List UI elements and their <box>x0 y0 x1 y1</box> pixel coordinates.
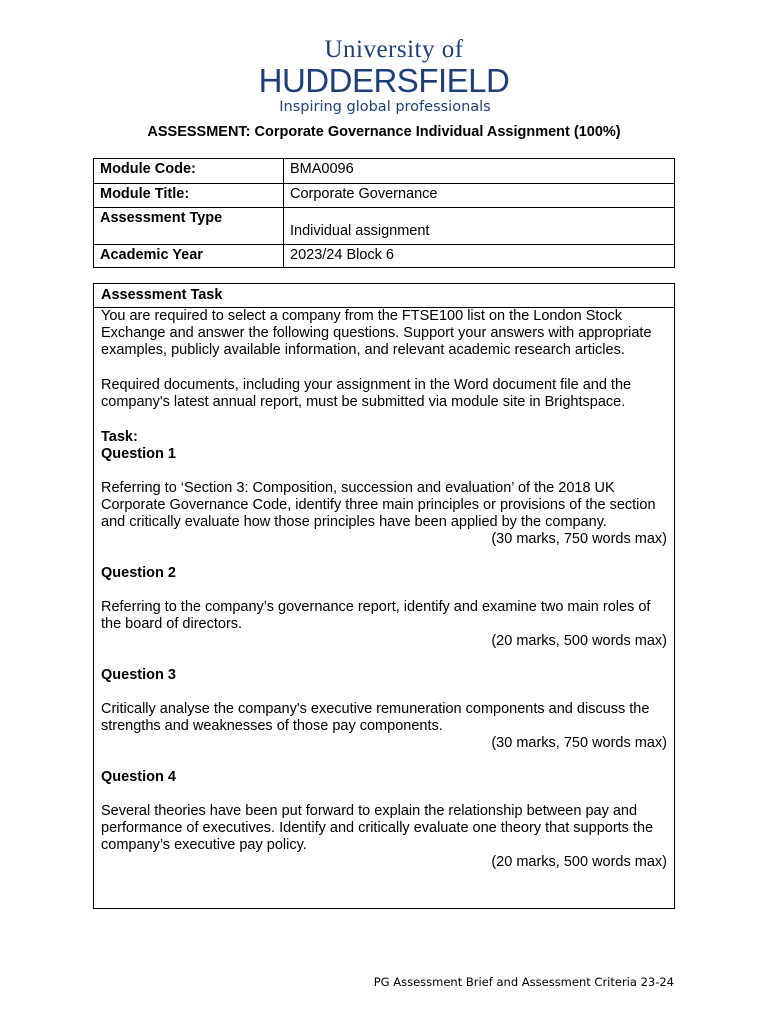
question-2-label: Question 2 <box>101 565 176 581</box>
module-info-table <box>93 158 675 268</box>
logo-huddersfield: HUDDERSFIELD <box>258 62 510 99</box>
module-title-label: Module Title: <box>94 184 284 208</box>
task-intro: You are required to select a company from the FTSE100 list on the London Stock Exchange and answer the following questions. Support your answers with appropriate examples, publicly available information, and relevant academic research articles. <box>101 308 652 358</box>
question-3-marks: (30 marks, 750 words max) <box>491 735 667 751</box>
academic-year-value: 2023/24 Block 6 <box>284 245 675 268</box>
logo-tagline: Inspiring global professionals <box>279 99 491 115</box>
table-row <box>94 208 675 245</box>
document-title: ASSESSMENT: Corporate Governance Individual Assignment (100%) <box>147 124 621 140</box>
question-4-text: Several theories have been put forward to explain the relationship between pay and performance of executives. Identify and critically evaluate one theory that supports the company’s executive pay policy. <box>101 803 654 853</box>
logo-university-of: University of <box>324 36 464 63</box>
question-1-text: Referring to ‘Section 3: Composition, succession and evaluation’ of the 2018 UK Corporate Governance Code, identify three main principles or provisions of the section and critically evaluate how those principles have been applied by the company. <box>101 480 656 530</box>
assessment-type-value: Individual assignment <box>284 208 675 245</box>
question-3-text: Critically analyse the company's executive remuneration components and discuss the strengths and weaknesses of those pay components. <box>101 701 650 734</box>
question-1-marks: (30 marks, 750 words max) <box>491 531 667 547</box>
question-4-label: Question 4 <box>101 769 176 785</box>
question-2-text: Referring to the company’s governance report, identify and examine two main roles of the board of directors. <box>101 599 651 632</box>
university-logo <box>0 36 768 116</box>
table-row <box>94 184 675 208</box>
question-2-marks: (20 marks, 500 words max) <box>491 633 667 649</box>
task-required-documents: Required documents, including your assignment in the Word document file and the company's latest annual report, must be submitted via module site in Brightspace. <box>101 377 632 410</box>
page-footer: PG Assessment Brief and Assessment Criteria 23-24 <box>373 975 674 989</box>
question-1-label: Question 1 <box>101 446 176 462</box>
assessment-task-body <box>94 308 674 871</box>
task-label: Task: <box>101 429 138 445</box>
assessment-task-heading: Assessment Task <box>94 284 674 308</box>
table-row <box>94 159 675 184</box>
module-code-value: BMA0096 <box>284 159 675 184</box>
assessment-task-box <box>93 283 675 909</box>
academic-year-label: Academic Year <box>94 245 284 268</box>
assessment-type-label: Assessment Type <box>94 208 284 245</box>
module-title-value: Corporate Governance <box>284 184 675 208</box>
module-code-label: Module Code: <box>94 159 284 184</box>
question-4-marks: (20 marks, 500 words max) <box>491 854 667 870</box>
table-row <box>94 245 675 268</box>
question-3-label: Question 3 <box>101 667 176 683</box>
